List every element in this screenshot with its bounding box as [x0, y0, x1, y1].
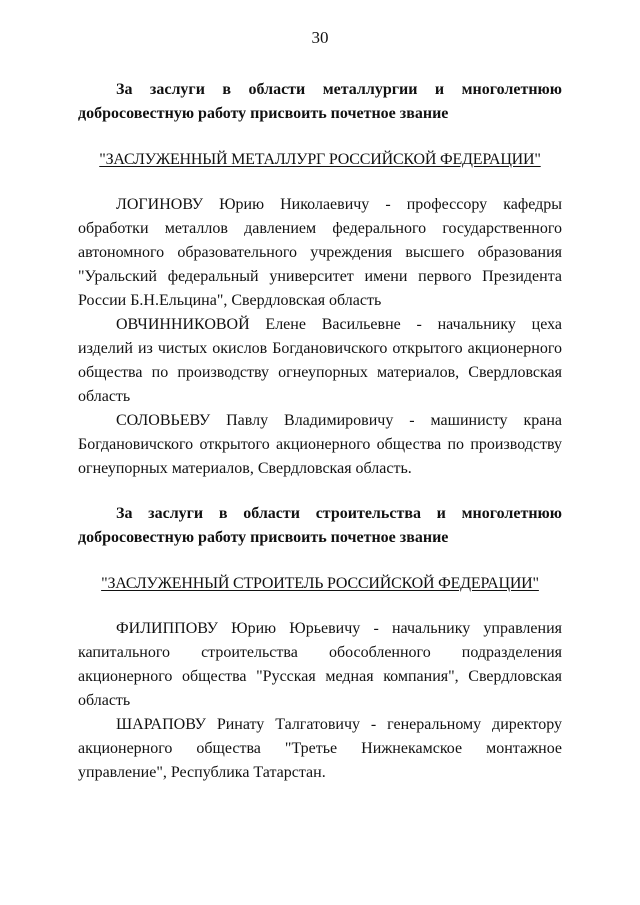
- award-entry: ФИЛИППОВУ Юрию Юрьевичу - начальнику управления капитального строительства обособленного подразделения акционерного общества "Русская медная компания", Свердловская область: [78, 620, 562, 709]
- section-intro: За заслуги в области металлургии и многолетнюю добросовестную работу присвоить почетное звание: [78, 81, 562, 122]
- award-entry: ЛОГИНОВУ Юрию Николаевичу - профессору кафедры обработки металлов давлением федерального государственного автономного образовательного учреждения высшего образования "Уральский федеральный университет имени первого Президента России Б.Н.Ельцина", Свердловская область: [78, 196, 562, 309]
- page-number: 30: [311, 28, 329, 47]
- honorary-title: "ЗАСЛУЖЕННЫЙ СТРОИТЕЛЬ РОССИЙСКОЙ ФЕДЕРАЦИИ": [101, 575, 539, 592]
- section-construction-intro-block: [78, 502, 562, 550]
- section-construction-entries: [78, 617, 562, 785]
- award-entry: ОВЧИННИКОВОЙ Елене Васильевне - начальнику цеха изделий из чистых окислов Богдановичского открытого акционерного общества по производству огнеупорных материалов, Свердловская область: [78, 316, 562, 405]
- honorary-title: "ЗАСЛУЖЕННЫЙ МЕТАЛЛУРГ РОССИЙСКОЙ ФЕДЕРАЦИИ": [99, 151, 541, 168]
- section-intro: За заслуги в области строительства и многолетнюю добросовестную работу присвоить почетное звание: [78, 505, 562, 546]
- section-metallurgy-intro-block: [78, 78, 562, 126]
- award-entry: ШАРАПОВУ Ринату Талгатовичу - генеральному директору акционерного общества "Третье Нижнекамское монтажное управление", Республика Татарстан.: [78, 716, 562, 781]
- award-entry: СОЛОВЬЕВУ Павлу Владимировичу - машинисту крана Богдановичского открытого акционерного общества по производству огнеупорных материалов, Свердловская область.: [78, 412, 562, 477]
- section-metallurgy-entries: [78, 193, 562, 481]
